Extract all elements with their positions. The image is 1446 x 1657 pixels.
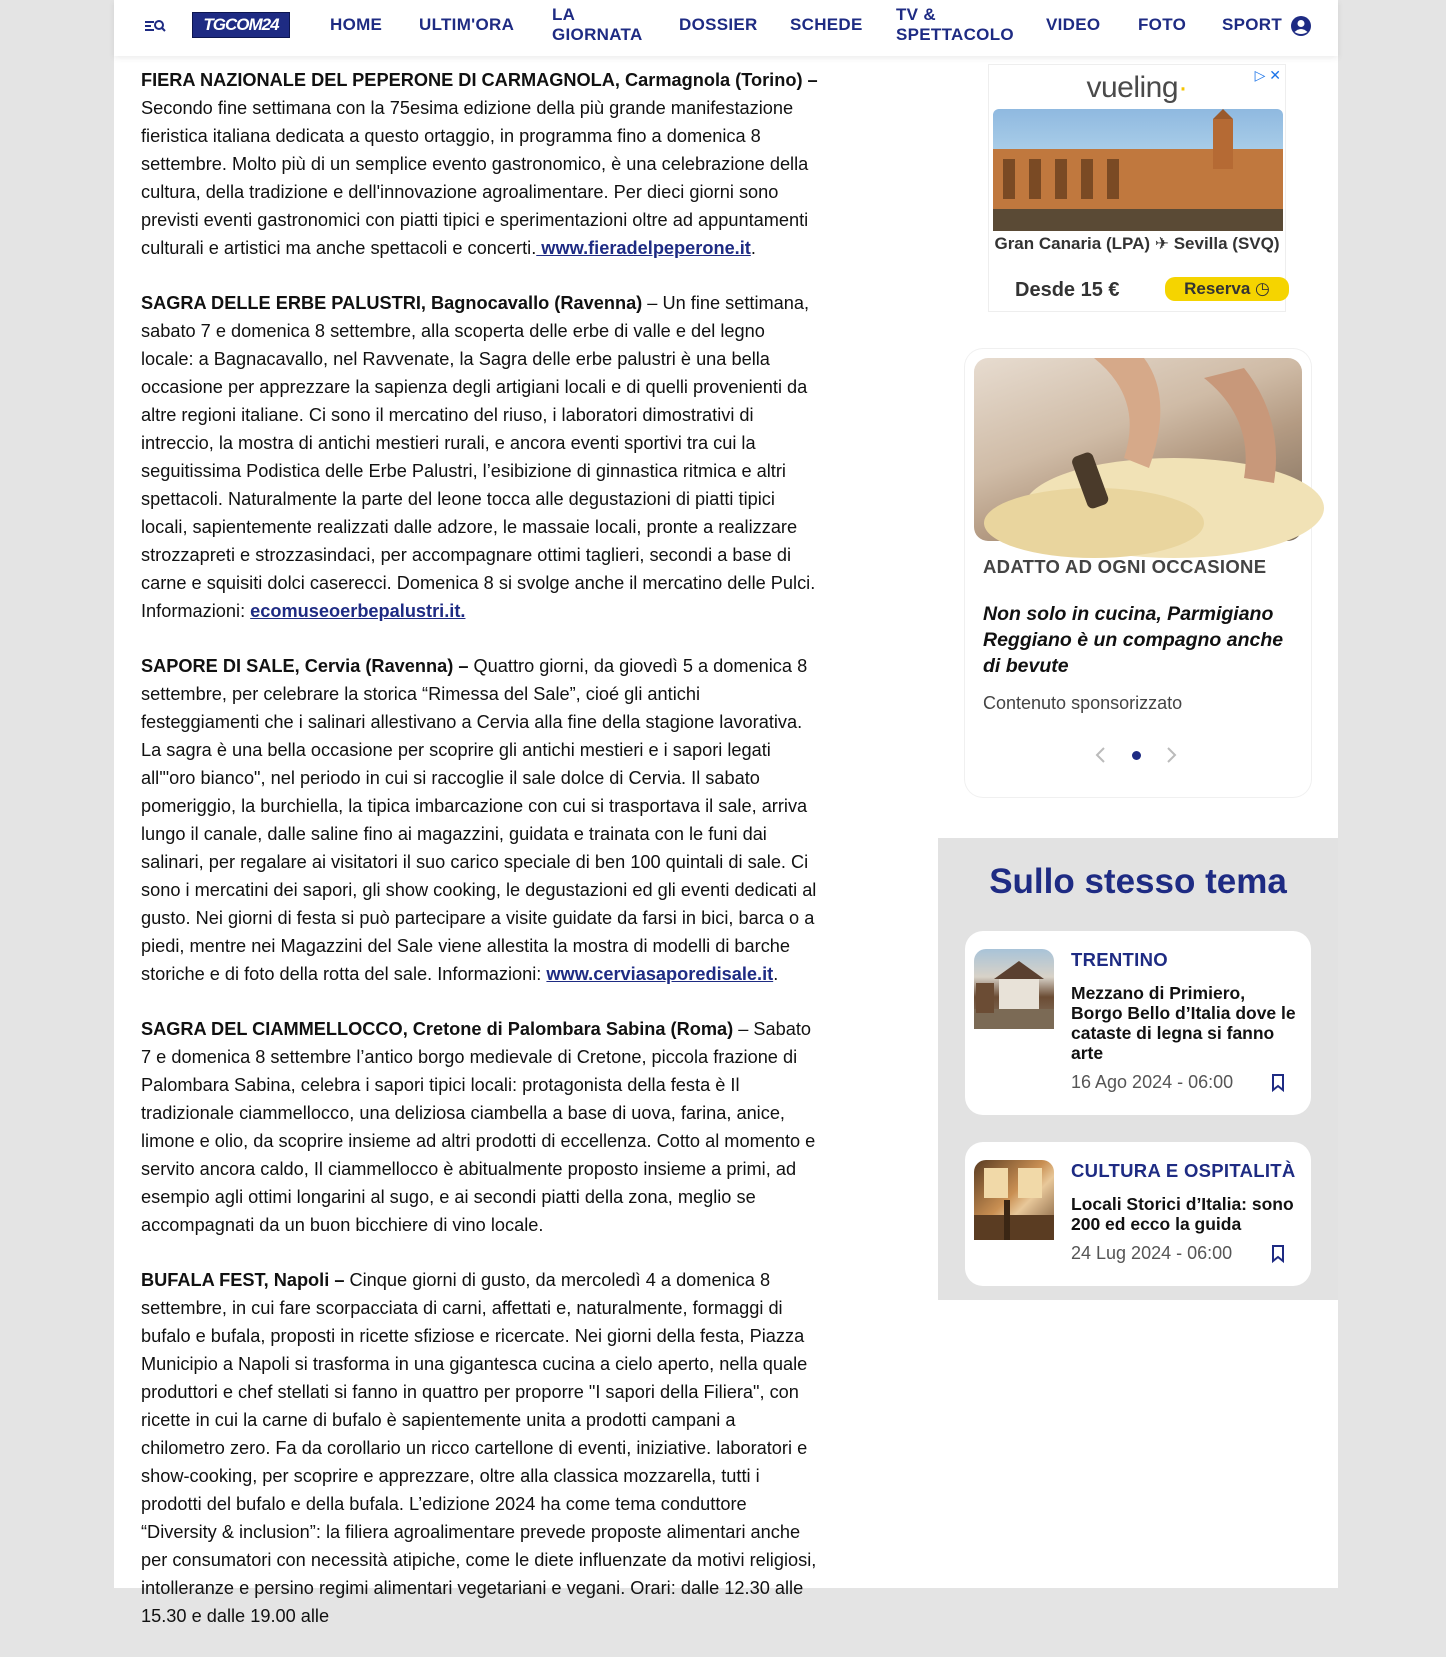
event-text-sapore-di-sale: Quattro giorni, da giovedì 5 a domenica 8 settembre, per celebrare la storica “Rimessa del Sale”, cioé gli antichi festeggiamenti che i salinari allestivano a Cervia alla fine della stagione lavorativa. La sagra è una bella occasione per scoprire gli antichi mestieri e i sapori legati all'"oro bianco", nel periodo in cui si raccoglie il sale dolce di Cervia. Il sabato pomeriggio, la burchiella, la tipica imbarcazione con cui si trasportava il sale, arriva lungo il canale, dalle saline fino ai magazzini, guidata e trainata con le funi dai salinari, per regalare ai visitatori il suo carico speciale di ben 100 quintali di sale. Ci sono i mercatini dei sapori, gli show cooking, le degustazioni ed gli eventi dedicati al gusto. Nei giorni di festa si può partecipare a visite guidate da farsi in bici, barca o a piedi, mentre nei Magazzini del Sale viene allestita la mostra di modelli di barche storiche e di foto della rotta del sale. Informazioni: [141,656,817,984]
event-title-erbe-palustri: SAGRA DELLE ERBE PALUSTRI, Bagnocavallo (Ravenna) [141,293,643,313]
nav-la-giornata-line2: GIORNATA [552,25,643,44]
vueling-advertisement[interactable] [988,64,1286,312]
sponsored-card[interactable] [965,349,1311,797]
sponsored-kicker: ADATTO AD OGNI OCCASIONE [983,556,1267,577]
nav-la-giornata[interactable] [552,5,672,45]
link-ecomuseoerbepalustri[interactable]: ecomuseoerbepalustri.it. [250,601,466,621]
user-account-icon[interactable] [1290,15,1312,37]
nav-foto[interactable]: FOTO [1138,15,1187,34]
ad-choices-icon[interactable]: ▷ ✕ [1254,67,1281,83]
nav-dossier[interactable]: DOSSIER [679,15,758,34]
ad-image-plaza-de-espana [993,109,1283,231]
nav-la-giornata-line1: LA [552,5,576,24]
nav-schede[interactable]: SCHEDE [790,15,863,34]
clock-icon: ◷ [1255,279,1270,298]
nav-ultimora[interactable]: ULTIM'ORA [419,15,515,34]
paragraph-peperone [141,66,821,262]
paragraph-erbe-palustri [141,289,821,625]
event-title-sapore-di-sale: SAPORE DI SALE, Cervia (Ravenna) – [141,656,469,676]
link-fieradelpeperone[interactable]: www.fieradelpeperone.it [536,238,751,258]
ad-price: Desde 15 € [1015,279,1120,301]
related-card-mezzano[interactable] [965,931,1311,1115]
event-title-ciammellocco: SAGRA DEL CIAMMELLOCCO, Cretone di Palombara Sabina (Roma) [141,1019,734,1039]
paragraph-ciammellocco [141,1015,821,1239]
event-title-bufala-fest: BUFALA FEST, Napoli – [141,1270,345,1290]
page [114,0,1338,1626]
chevron-left-icon[interactable] [1091,745,1111,765]
event-text-ciammellocco: – Sabato 7 e domenica 8 settembre l’antico borgo medievale di Cretone, piccola frazione di Palombara Sabina, celebra i sapori tipici locali: protagonista della festa è Il tradizionale ciammellocco, una deliziosa ciambella a base di uova, farina, anice, limone e olio, da scoprire insieme ad altri prodotti di eccellenza. Cotto al momento e servito ancora caldo, Il ciammellocco è abitualmente proposto insieme a primi, ad esempio agli ottimi longarini al sugo, e ai secondi piatti della zona, meglio se accompagnati da un buon bicchiere di vino locale. [141,1019,816,1235]
related-kicker: TRENTINO [1071,949,1168,970]
event-text-bufala-fest: Cinque giorni di gusto, da mercoledì 4 a domenica 8 settembre, in cui fare scorpacciata di carni, affettati e, naturalmente, formaggi di bufalo e bufala, proposti in ricette sfiziose e ricercate. Nei giorni della festa, Piazza Municipio a Napoli si trasforma in una gigantesca cucina a cielo aperto, nella quale produttori e chef stellati si fanno in quattro per proporre "I sapori della Filiera", con ricette in cui la carne di bufalo è sapientemente unita a prodotti campani a chilometro zero. Fa da corollario un ricco cartellone di eventi, iniziative. laboratori e show-cooking, per scoprire e apprezzare, oltre alla classica mozzarella, tutti i prodotti del bufalo e della bufala. L’edizione 2024 ha come tema conduttore “Diversity & inclusion”: la filiera agroalimentare prevede proposte alimentari anche per consumatori con necessità atipiche, come le diete influenzate da motivi religiosi, intolleranze e persino regimi alimentari vegetariani e vegani. Orari: dalle 12.30 alle 15.30 e dalle 19.00 alle [141,1270,817,1626]
related-date: 16 Ago 2024 - 06:00 [1071,1072,1234,1092]
sponsored-title[interactable]: Non solo in cucina, Parmigiano Reggiano è un compagno anche di bevute [983,603,1284,677]
vueling-logo: vueling· [1086,71,1188,104]
related-thumbnail-mezzano [974,949,1054,1029]
event-text-peperone: Secondo fine settimana con la 75esima edizione della più grande manifestazione fieristica italiana dedicata a questo ortaggio, in programma fino a domenica 8 settembre. Molto più di un semplice evento gastronomico, è una celebrazione della cultura, della tradizione e dell'innovazione agroalimentare. Per dieci giorni sono previsti eventi gastronomici con piatti tipici e sperimentazioni oltre ad appuntamenti culturali e artistici ma anche spettacoli e concerti. [141,98,809,258]
related-date: 24 Lug 2024 - 06:00 [1071,1243,1233,1263]
nav-overflow-clip [1222,0,1283,56]
nav-tv-spettacolo[interactable] [896,5,1036,45]
nav-sport[interactable]: SPORT [1222,15,1283,34]
chevron-right-icon[interactable] [1161,745,1181,765]
menu-search-icon[interactable] [144,16,166,36]
related-headline[interactable]: Locali Storici d’Italia: sono 200 ed ecco la guida [1071,1194,1294,1234]
ad-reserva-button[interactable] [1165,277,1289,301]
related-headline[interactable]: Mezzano di Primiero, Borgo Bello d’Italia dove le cataste di legna si fanno arte [1071,983,1296,1063]
nav-home[interactable]: HOME [330,15,383,34]
punctuation: . [773,964,779,984]
sponsored-label: Contenuto sponsorizzato [983,693,1183,713]
related-kicker: CULTURA E OSPITALITÀ [1071,1160,1296,1181]
carousel-dot-active[interactable] [1132,751,1141,760]
related-section [938,838,1338,1300]
ad-cta-label: Reserva [1184,279,1251,298]
ad-route: Gran Canaria (LPA) ✈ Sevilla (SVQ) [994,234,1280,253]
nav-video[interactable]: VIDEO [1046,15,1101,34]
logo-text: TGCOM [203,15,262,34]
related-section-title: Sullo stesso tema [989,862,1287,901]
nav-tv-line2: SPETTACOLO [896,25,1014,44]
ad-brand-text: vueling [1086,71,1179,104]
related-card-locali-storici[interactable] [965,1142,1311,1286]
sponsored-image-parmigiano [974,358,1302,541]
related-thumbnail-locali-storici [974,1160,1054,1240]
bookmark-icon[interactable] [1271,1074,1285,1092]
event-text-erbe-palustri: – Un fine settimana, sabato 7 e domenica 8 settembre, alla scoperta delle erbe di valle e del legno locale: a Bagnacavallo, nel Ravvenate, la Sagra delle erbe palustri è una bella occasione per apprezzare la sapienza degli artigiani locali e di quelli provenienti da altre regioni italiane. Ci sono il mercatino del riuso, i laboratori dimostrativi di intreccio, la mostra di antichi mestieri rurali, e ancora eventi sportivi tra cui la seguitissima Podistica delle Erbe Palustri, l’esibizione di ginnastica ritmica e altri spettacoli. Naturalmente la parte del leone tocca alle degustazioni di piatti tipici locali, sapientemente realizzati dalle adzore, le massaie locali, pronte a realizzare strozzapreti e strozzasindaci, per accompagnare ottimi taglieri, secondi a base di carne e squisiti dolci caserecci. Domenica 8 si svolge anche il mercatino delle Pulci. Informazioni: [141,293,816,621]
article-body [141,66,821,1657]
carousel-controls [965,745,1311,765]
tgcom24-logo[interactable] [192,12,290,38]
logo-number: 24 [261,15,279,34]
event-title-peperone: FIERA NAZIONALE DEL PEPERONE DI CARMAGNOLA, Carmagnola (Torino) – [141,70,818,90]
link-cerviasaporedisale[interactable]: www.cerviasaporedisale.it [546,964,774,984]
paragraph-bufala-fest [141,1266,821,1630]
bookmark-icon[interactable] [1271,1245,1285,1263]
paragraph-sapore-di-sale [141,652,821,988]
top-navigation [114,0,1338,56]
nav-tv-line1: TV & [896,5,936,24]
punctuation: . [750,238,756,258]
